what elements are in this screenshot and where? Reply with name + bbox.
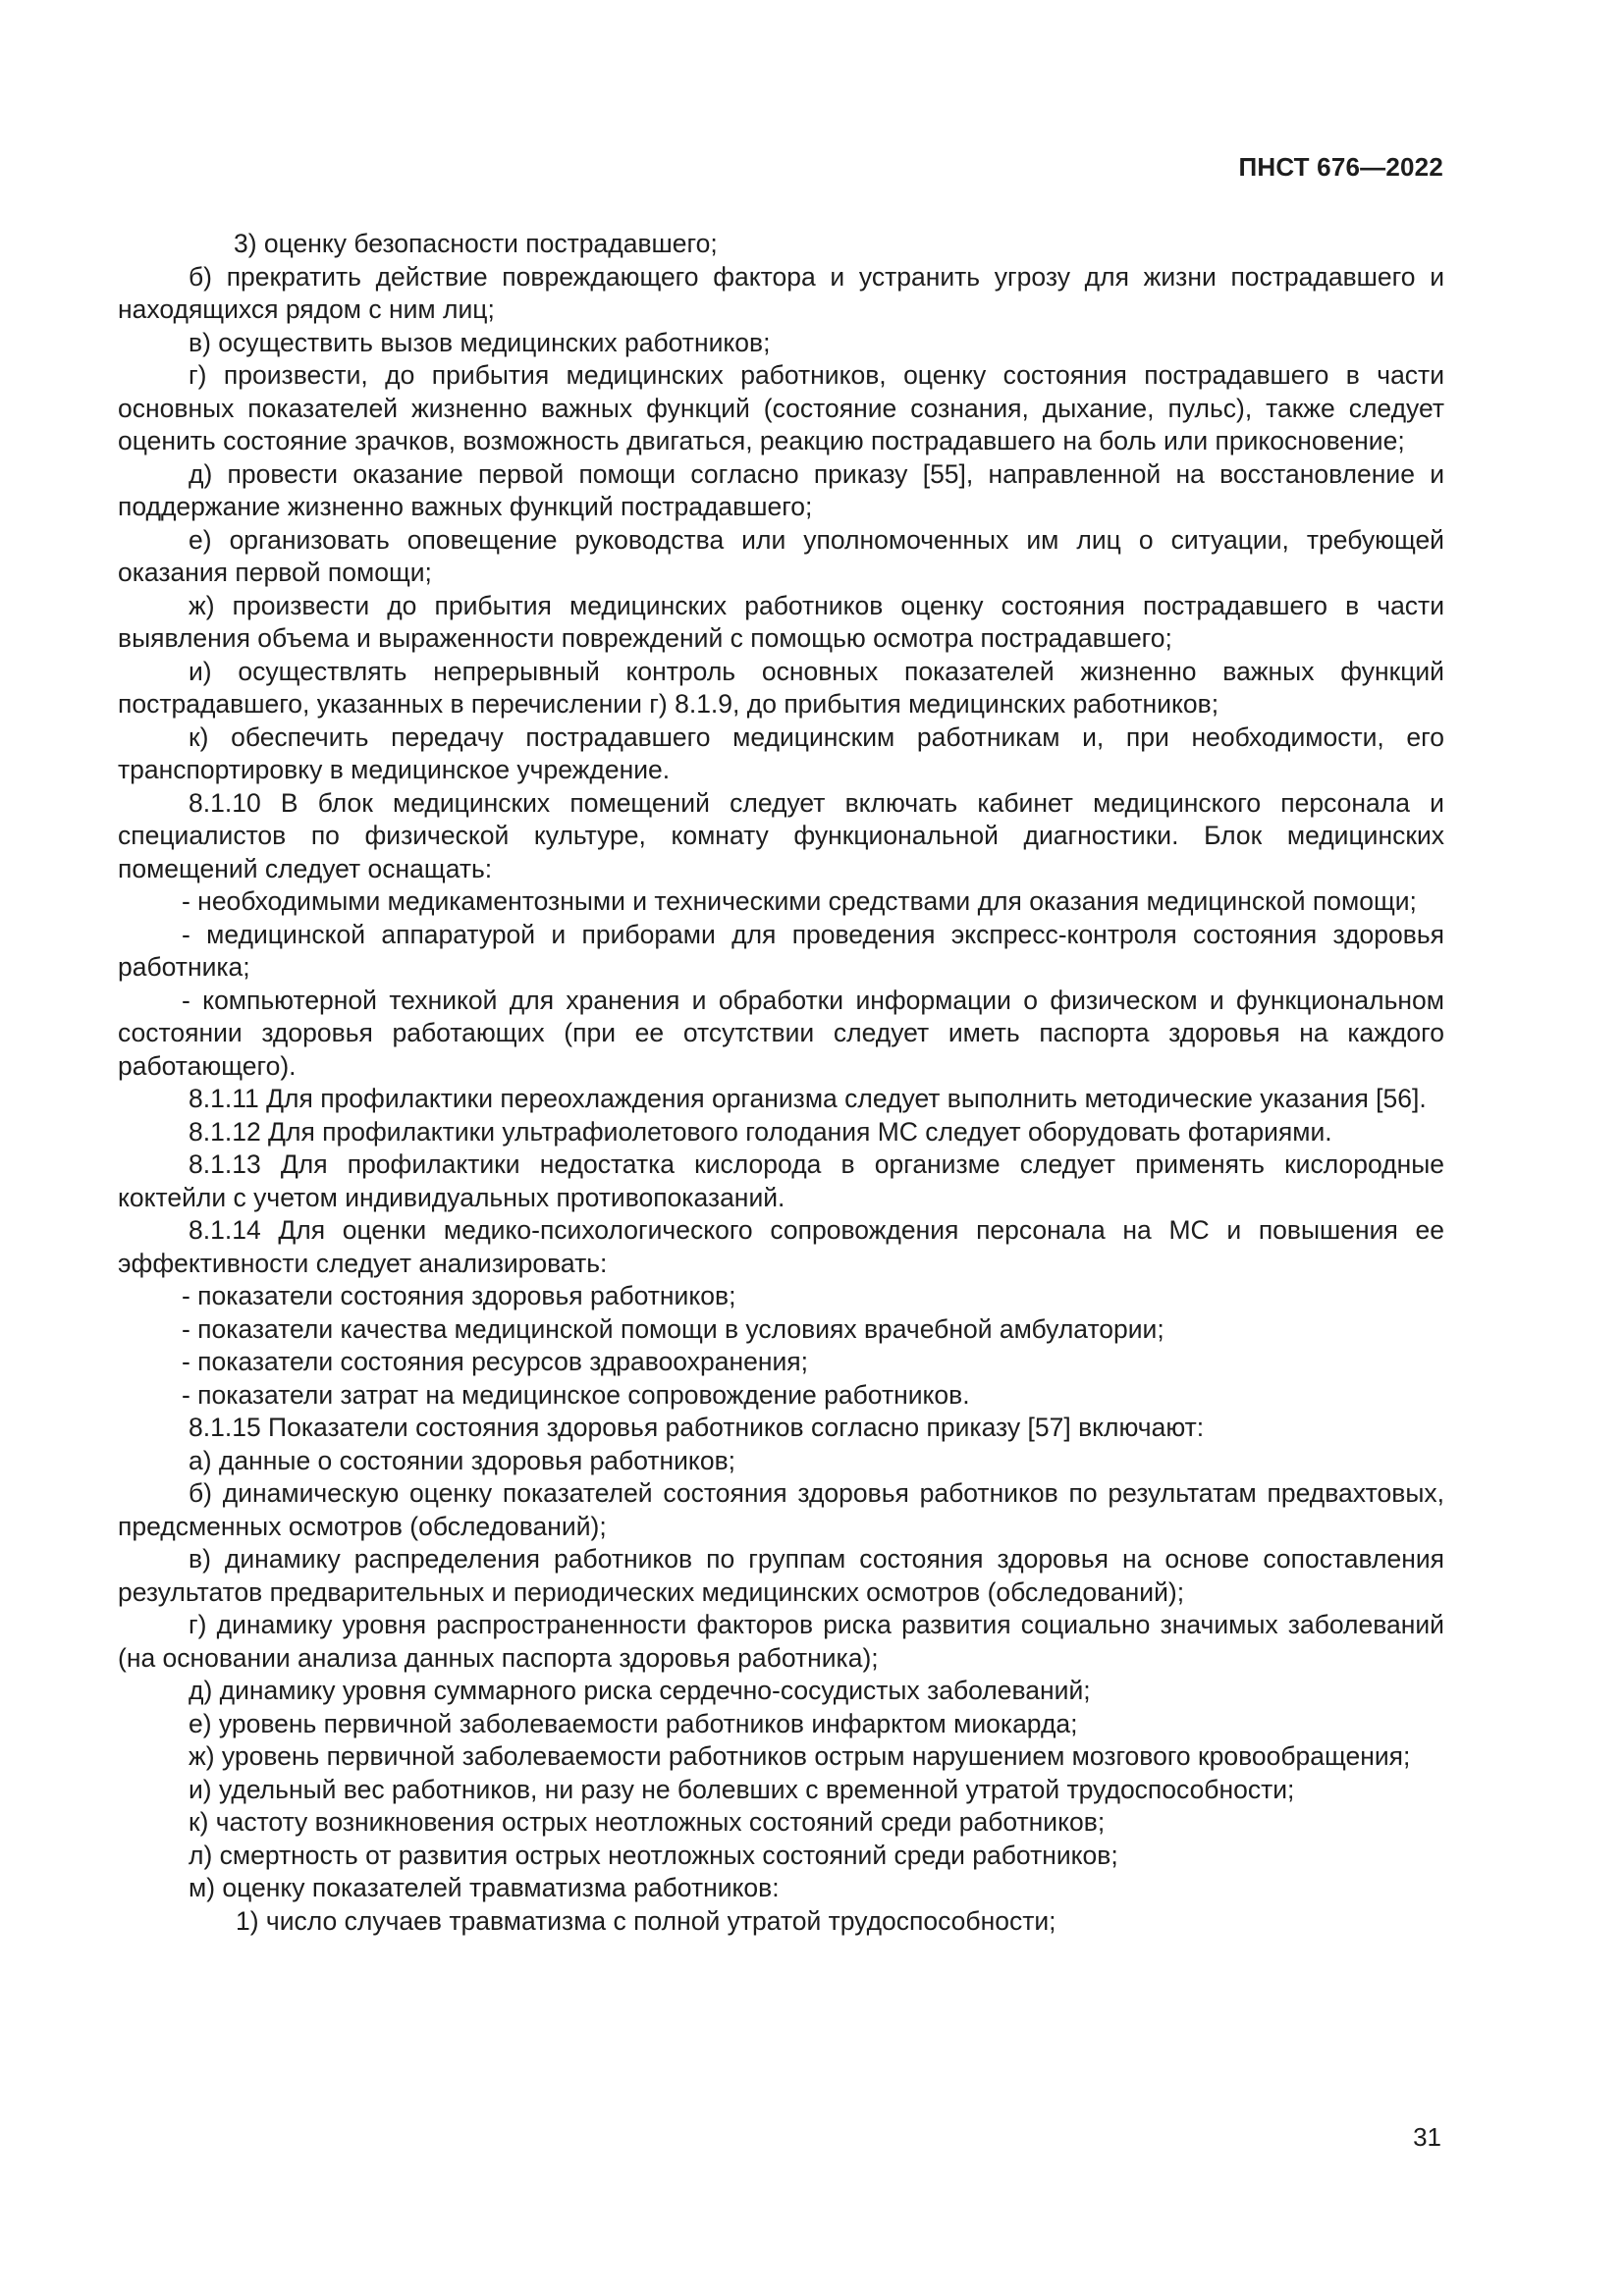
paragraph: к) частоту возникновения острых неотложных состояний среди работников;	[189, 1807, 1106, 1837]
document-id: ПНСТ 676—2022	[1238, 152, 1443, 182]
paragraph: 8.1.11 Для профилактики переохлаждения организма следует выполнить методические указания [56].	[189, 1084, 1427, 1113]
paragraph: - показатели качества медицинской помощи в условиях врачебной амбулатории;	[182, 1313, 1164, 1344]
paragraph: и) удельный вес работников, ни разу не болевших с временной утратой трудоспособности;	[189, 1774, 1295, 1804]
paragraph: д) динамику уровня суммарного риска сердечно-сосудистых заболеваний;	[189, 1676, 1091, 1705]
paragraph: 8.1.14 Для оценки медико-психологического сопровождения персонала на МС и повышения ее эффективности следует анализировать:	[118, 1215, 1444, 1278]
paragraph: - компьютерной техникой для хранения и обработки информации о физическом и функциональном состоянии здоровья работающих (при ее отсутствии следует иметь паспорта здоровья на каждого работающего).	[118, 985, 1444, 1081]
paragraph: - показатели состояния здоровья работников;	[182, 1281, 736, 1310]
paragraph: б) динамическую оценку показателей состояния здоровья работников по результатам предвахтовых, предсменных осмотров (обследований);	[118, 1478, 1444, 1541]
paragraph: д) провести оказание первой помощи согласно приказу [55], направленной на восстановление и поддержание жизненно важных функций пострадавшего;	[118, 458, 1444, 521]
paragraph: к) обеспечить передачу пострадавшего медицинским работникам и, при необходимости, его транспортировку в медицинское учреждение.	[118, 721, 1444, 784]
paragraph: г) произвести, до прибытия медицинских работников, оценку состояния пострадавшего в части основных показателей жизненно важных функций (состояние сознания, дыхание, пульс), также следует оценить состояние зрачков, возможность двигаться, реакцию пострадавшего на боль или прикосновение;	[118, 360, 1444, 455]
paragraph: в) динамику распределения работников по группам состояния здоровья на основе сопоставления результатов предварительных и периодических медицинских осмотров (обследований);	[118, 1544, 1444, 1607]
document-body	[118, 228, 1444, 1938]
paragraph: - показатели состояния ресурсов здравоохранения;	[182, 1347, 808, 1376]
paragraph: г) динамику уровня распространенности факторов риска развития социально значимых заболеваний (на основании анализа данных паспорта здоровья работника);	[118, 1610, 1444, 1673]
paragraph: 8.1.12 Для профилактики ультрафиолетового голодания МС следует оборудовать фотариями.	[189, 1116, 1332, 1147]
paragraph: 8.1.10 В блок медицинских помещений следует включать кабинет медицинского персонала и специалистов по физической культуре, комнату функциональной диагностики. Блок медицинских помещений следует оснащать:	[118, 787, 1444, 883]
paragraph: 8.1.13 Для профилактики недостатка кислорода в организме следует применять кислородные коктейли с учетом индивидуальных противопоказаний.	[118, 1149, 1444, 1212]
paragraph: 1) число случаев травматизма с полной утратой трудоспособности;	[236, 1905, 1056, 1936]
paragraph: 3) оценку безопасности пострадавшего;	[234, 229, 718, 258]
paragraph: а) данные о состоянии здоровья работников;	[189, 1445, 736, 1475]
paragraph: л) смертность от развития острых неотложных состояний среди работников;	[189, 1840, 1118, 1870]
paragraph: - показатели затрат на медицинское сопровождение работников.	[182, 1379, 970, 1410]
paragraph: - необходимыми медикаментозными и техническими средствами для оказания медицинской помощи;	[182, 886, 1417, 916]
paragraph: ж) уровень первичной заболеваемости работников острым нарушением мозгового кровообращения;	[189, 1741, 1411, 1771]
paragraph: ж) произвести до прибытия медицинских работников оценку состояния пострадавшего в части выявления объема и выраженности повреждений с помощью осмотра пострадавшего;	[118, 590, 1444, 653]
paragraph: в) осуществить вызов медицинских работников;	[189, 327, 771, 357]
paragraph: м) оценку показателей травматизма работников:	[189, 1873, 780, 1902]
paragraph: б) прекратить действие повреждающего фактора и устранить угрозу для жизни пострадавшего и находящихся рядом с ним лиц;	[118, 261, 1444, 324]
paragraph: е) организовать оповещение руководства или уполномоченных им лиц о ситуации, требующей оказания первой помощи;	[118, 524, 1444, 587]
paragraph: е) уровень первичной заболеваемости работников инфарктом миокарда;	[189, 1708, 1078, 1738]
paragraph: и) осуществлять непрерывный контроль основных показателей жизненно важных функций пострадавшего, указанных в перечислении г) 8.1.9, до прибытия медицинских работников;	[118, 656, 1444, 719]
paragraph: 8.1.15 Показатели состояния здоровья работников согласно приказу [57] включают:	[189, 1413, 1205, 1442]
page-number: 31	[1413, 2122, 1441, 2152]
paragraph: - медицинской аппаратурой и приборами для проведения экспресс-контроля состояния здоровья работника;	[118, 919, 1444, 982]
